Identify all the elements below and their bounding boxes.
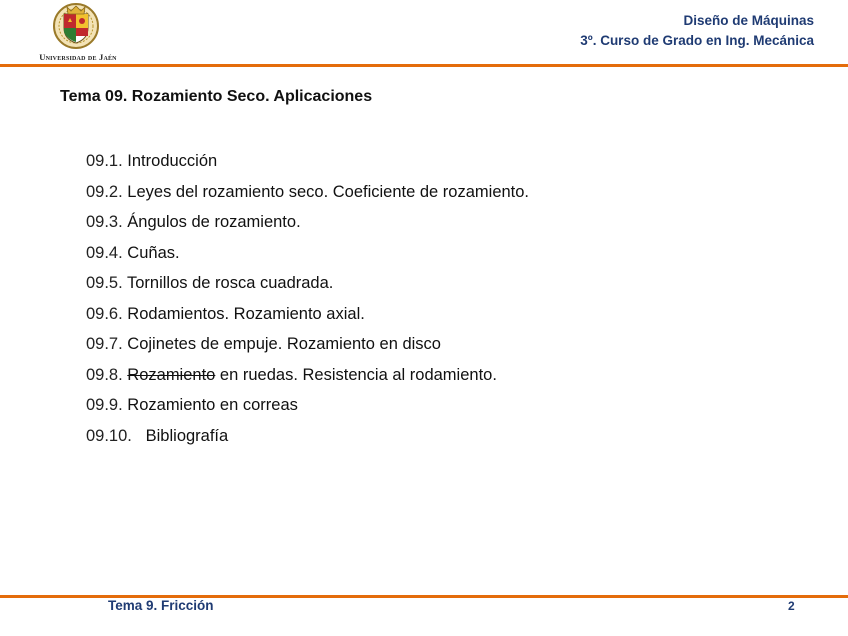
topic-item: 09.10. Bibliografía bbox=[86, 426, 229, 445]
topic-item: 09.4. Cuñas. bbox=[86, 243, 180, 262]
topic-item: 09.5. Tornillos de rosca cuadrada. bbox=[86, 274, 334, 292]
course-title: Diseño de Máquinas bbox=[683, 13, 814, 28]
topic-item: 09.8. Rozamiento en ruedas. Resistencia al rodamiento. bbox=[86, 365, 497, 384]
university-logo bbox=[22, 2, 132, 62]
topic-item: 09.6. Rodamientos. Rozamiento axial. bbox=[86, 304, 365, 323]
course-subtitle: 3º. Curso de Grado en Ing. Mecánica bbox=[580, 33, 814, 48]
struck-word: Rozamiento bbox=[127, 365, 216, 384]
footer-topic: Tema 9. Fricción bbox=[108, 598, 214, 613]
course-header bbox=[580, 11, 814, 51]
logo-text: Universidad de Jaén bbox=[39, 52, 117, 62]
topic-item: 09.3. Ángulos de rozamiento. bbox=[86, 213, 301, 231]
topic-list bbox=[86, 146, 529, 451]
topic-item: 09.2. Leyes del rozamiento seco. Coeficiente de rozamiento. bbox=[86, 182, 530, 201]
page-number: 2 bbox=[788, 599, 795, 613]
topic-item: 09.1. Introducción bbox=[86, 152, 218, 170]
university-crest-icon bbox=[49, 2, 103, 50]
slide-title: Tema 09. Rozamiento Seco. Aplicaciones bbox=[60, 88, 373, 105]
header-divider bbox=[0, 64, 848, 67]
topic-item: 09.7. Cojinetes de empuje. Rozamiento en disco bbox=[86, 335, 441, 353]
topic-item: 09.9. Rozamiento en correas bbox=[86, 396, 298, 414]
